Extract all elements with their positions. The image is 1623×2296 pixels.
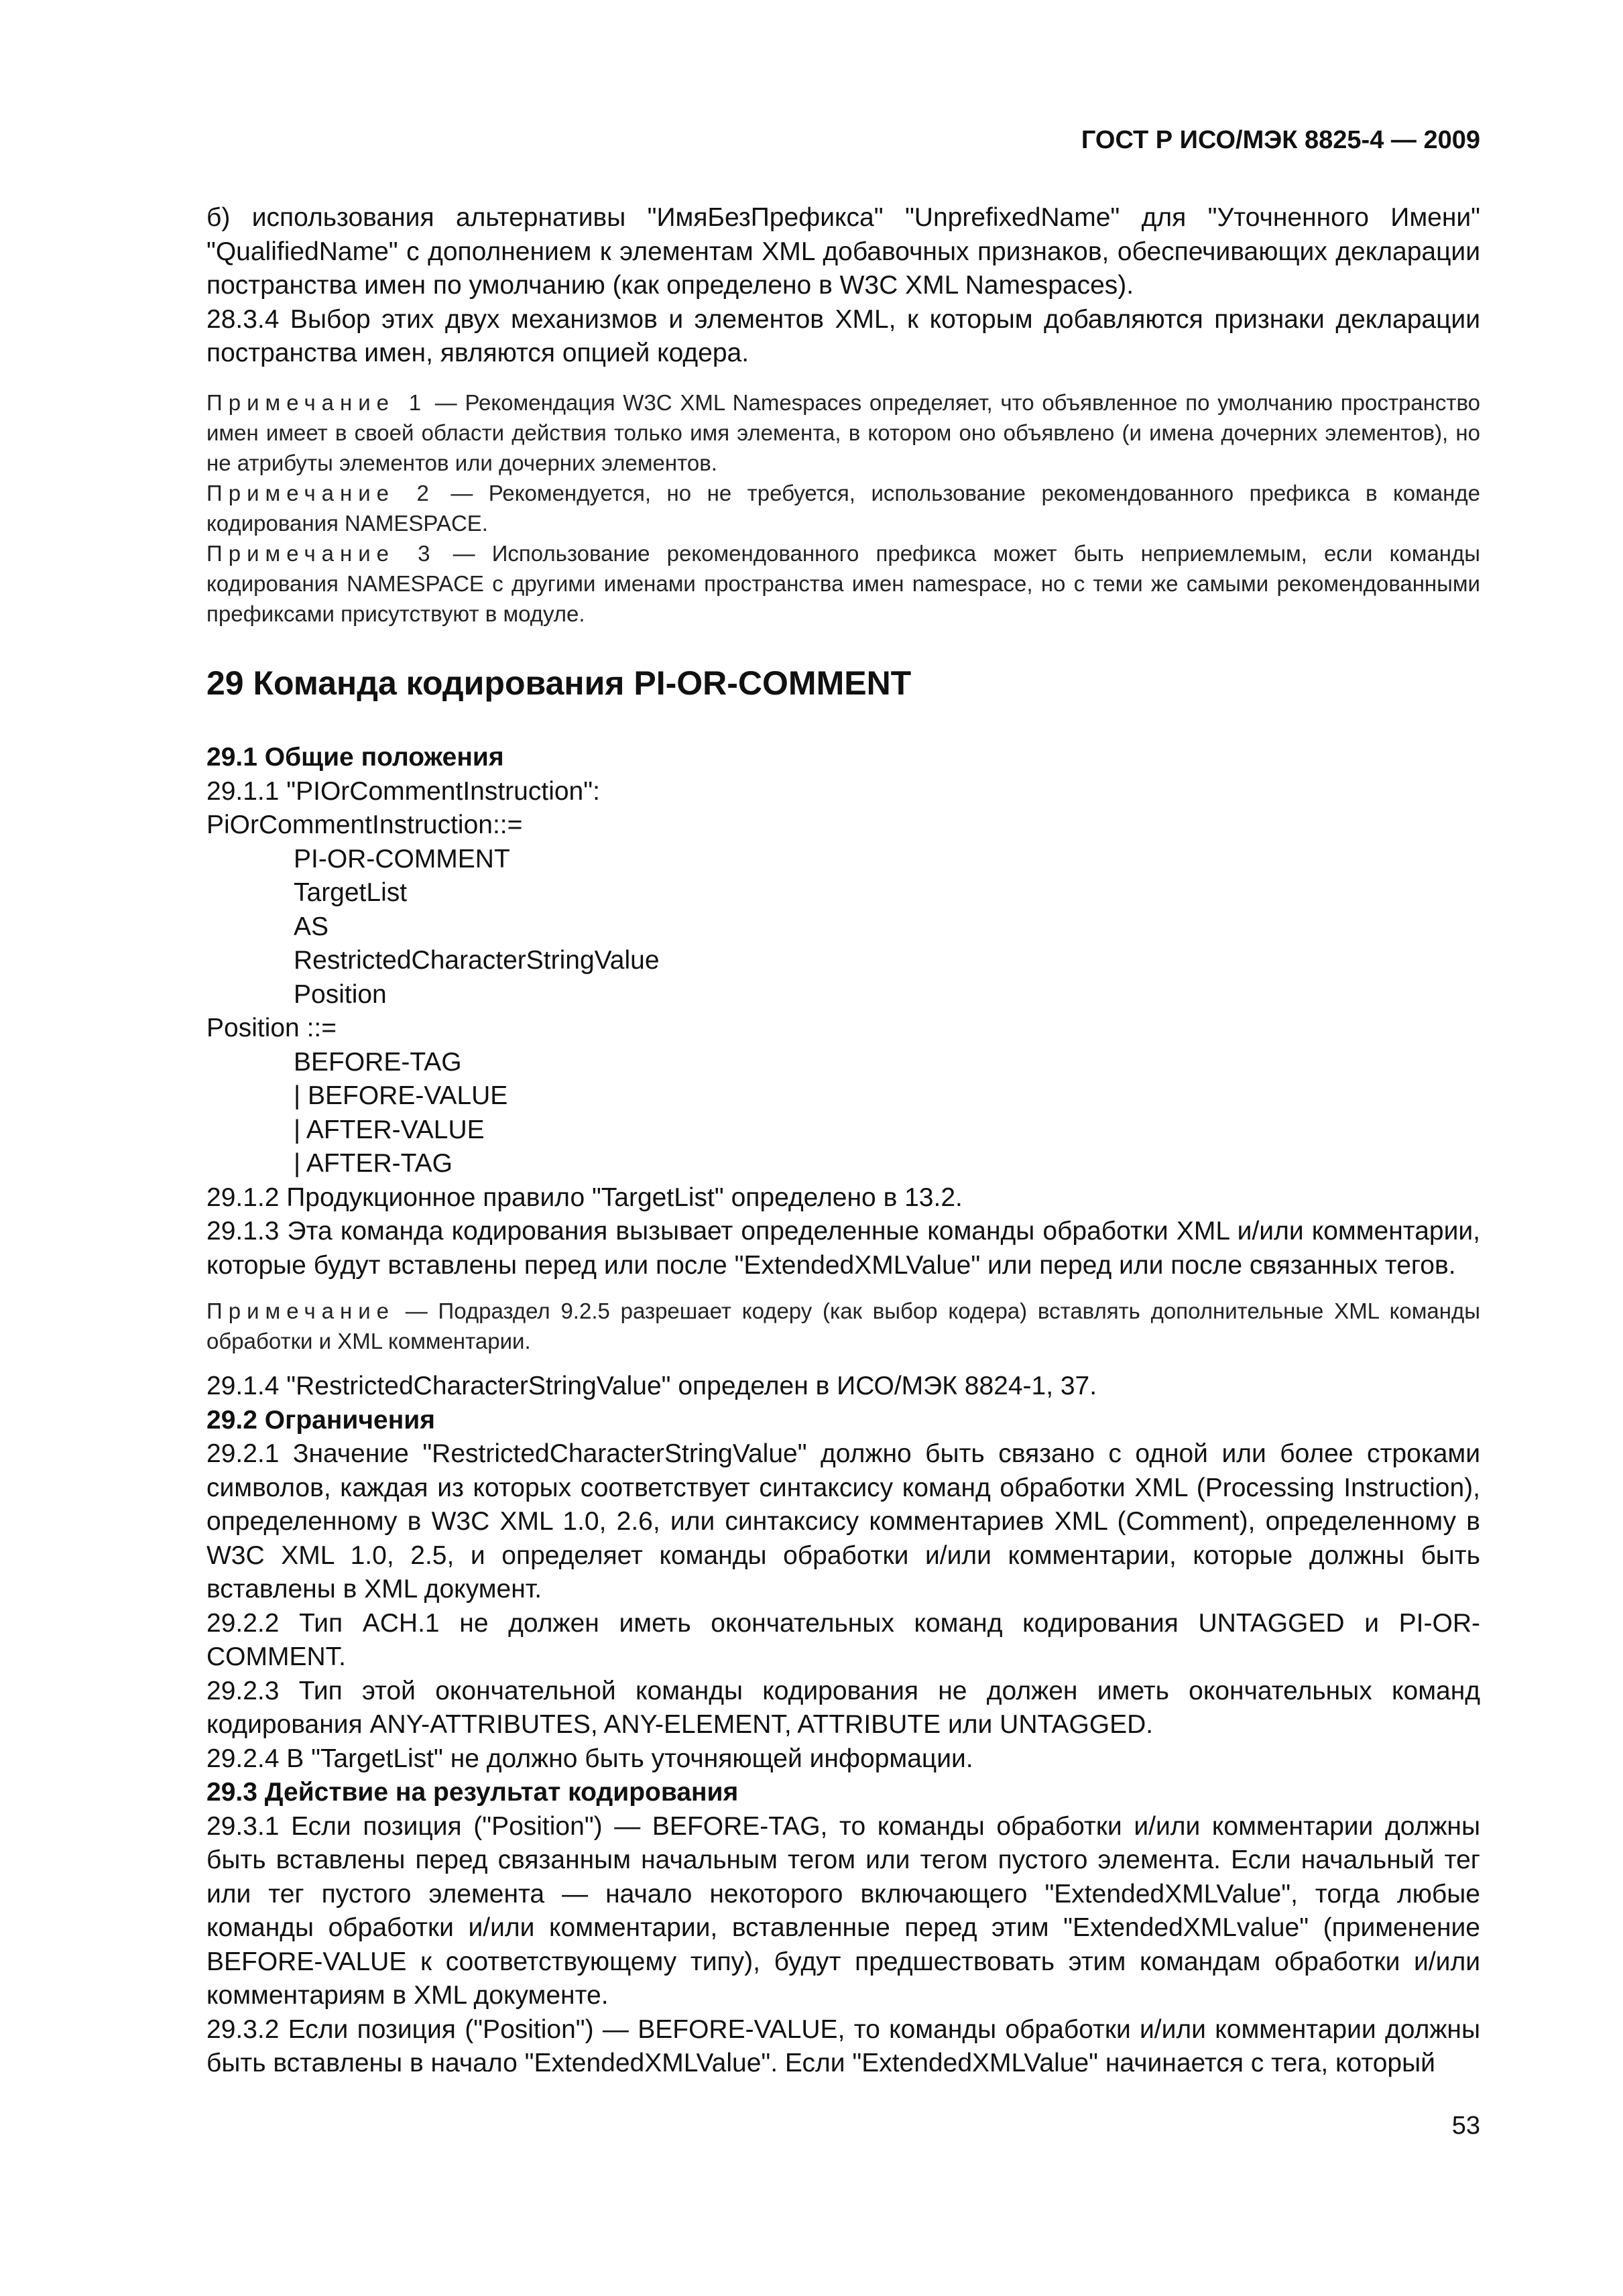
paragraph-29-1-4: 29.1.4 "RestrictedCharacterStringValue" определен в ИСО/МЭК 8824-1, 37. (206, 1372, 1097, 1400)
section-29-body (206, 741, 1480, 2081)
code-line: | AFTER-TAG (294, 1149, 453, 1178)
note-label: Примечание (206, 1298, 396, 1323)
code-line: AS (294, 912, 329, 941)
note-1 (206, 387, 1480, 478)
note-2 (206, 478, 1480, 538)
note-label: Примечание 2 (206, 481, 435, 505)
production-rule-code (206, 808, 1480, 1181)
subsection-29-3-title: 29.3 Действие на результат кодирования (206, 1778, 739, 1807)
notes-block (206, 387, 1480, 629)
note-29 (206, 1296, 1480, 1356)
code-line: Position (294, 979, 387, 1009)
page-header: ГОСТ Р ИСО/МЭК 8825-4 — 2009 (1081, 126, 1480, 154)
code-line: PI-OR-COMMENT (294, 844, 510, 873)
note-text: — Использование рекомендованного префикса может быть неприемлемым, если команды кодирования NAMESPACE с другими именами пространства имен namespace, но с теми же самыми рекомендованными префиксами присутствуют в модуле. (206, 541, 1480, 626)
code-line: PiOrCommentInstruction::= (206, 810, 523, 839)
code-line: | BEFORE-VALUE (294, 1081, 508, 1110)
note-3 (206, 538, 1480, 629)
paragraph-29-3-1: 29.3.1 Если позиция ("Position") — BEFORE-TAG, то команды обработки и/или комментарии должны быть вставлены перед связанным начальным тегом или тегом пустого элемента. Если начальный тег или тег пустого элемента — начало некоторого включающего "ExtendedXMLValue", тогда любые команды обработки и/или комментарии, вставленные перед этим "ExtendedXMLvalue" (применение BEFORE-VALUE к соответствующему типу), будут предшествовать этим командам обработки и/или комментариям в XML документе. (206, 1811, 1480, 2010)
paragraph-29-2-4: 29.2.4 В "TargetList" не должно быть уточняющей информации. (206, 1744, 973, 1773)
paragraph-b: б) использования альтернативы "ИмяБезПрефикса" "UnprefixedName" для "Уточненного Имени" "QualifiedName" с дополнением к элементам XML добавочных признаков, обеспечивающих декларации постранства имен по умолчанию (как определено в W3C XML Namespaces). (206, 203, 1480, 300)
paragraph-29-2-2: 29.2.2 Тип ACH.1 не должен иметь окончательных команд кодирования UNTAGGED и PI-OR-COMMENT. (206, 1608, 1480, 1671)
note-label: Примечание 3 (206, 541, 436, 566)
intro-block (206, 201, 1480, 371)
paragraph-29-2-3: 29.2.3 Тип этой окончательной команды кодирования не должен иметь окончательных команд кодирования ANY-ATTRIBUTES, ANY-ELEMENT, ATTRIBUTE или UNTAGGED. (206, 1676, 1480, 1739)
paragraph-29-3-2: 29.3.2 Если позиция ("Position") — BEFORE-VALUE, то команды обработки и/или комментарии должны быть вставлены в начало "ExtendedXMLValue". Если "ExtendedXMLValue" начинается с тега, который (206, 2014, 1480, 2077)
note-text: — Подраздел 9.2.5 разрешает кодеру (как выбор кодера) вставлять дополнительные XML команды обработки и XML комментарии. (206, 1298, 1480, 1353)
code-line: Position ::= (206, 1014, 337, 1042)
paragraph-29-1-1: 29.1.1 "PIOrCommentInstruction": (206, 776, 600, 806)
code-line: | AFTER-VALUE (294, 1115, 485, 1144)
code-line: RestrictedCharacterStringValue (294, 946, 660, 975)
note-text: — Рекомендуется, но не требуется, использование рекомендованного префикса в команде кодирования NAMESPACE. (206, 481, 1480, 536)
code-line: TargetList (294, 878, 408, 907)
code-line: BEFORE-TAG (294, 1047, 462, 1077)
paragraph-29-1-2: 29.1.2 Продукционное правило "TargetList" определено в 13.2. (206, 1183, 963, 1212)
section-29 (206, 664, 1480, 703)
note-text: — Рекомендация W3C XML Namespaces определяет, что объявленное по умолчанию пространство имен имеет в своей области действия только имя элемента, в котором оно объявлено (и имена дочерних элементов), но не атрибуты элементов или дочерних элементов. (206, 390, 1481, 475)
paragraph-29-2-1: 29.2.1 Значение "RestrictedCharacterStringValue" должно быть связано с одной или более строками символов, каждая из которых соответствует синтаксису команд обработки XML (Processing Instruction), определенному в W3C XML 1.0, 2.6, или синтаксису комментариев XML (Comment), определенному в W3C XML 1.0, 2.5, и определяет команды обработки и/или комментарии, которые должны быть вставлены в XML документ. (206, 1439, 1480, 1604)
subsection-29-2-title: 29.2 Ограничения (206, 1405, 435, 1435)
section-title: 29 Команда кодирования PI-OR-COMMENT (206, 664, 912, 702)
note-label: Примечание 1 (206, 390, 428, 415)
page-number: 53 (1451, 2112, 1480, 2140)
subsection-29-1-title: 29.1 Общие положения (206, 743, 504, 772)
paragraph-28-3-4: 28.3.4 Выбор этих двух механизмов и элементов XML, к которым добавляются признаки декларации постранства имен, являются опцией кодера. (206, 304, 1480, 367)
paragraph-29-1-3: 29.1.3 Эта команда кодирования вызывает определенные команды обработки XML и/или комментарии, которые будут вставлены перед или после "ExtendedXMLValue" или перед или после связанных тегов. (206, 1217, 1480, 1280)
